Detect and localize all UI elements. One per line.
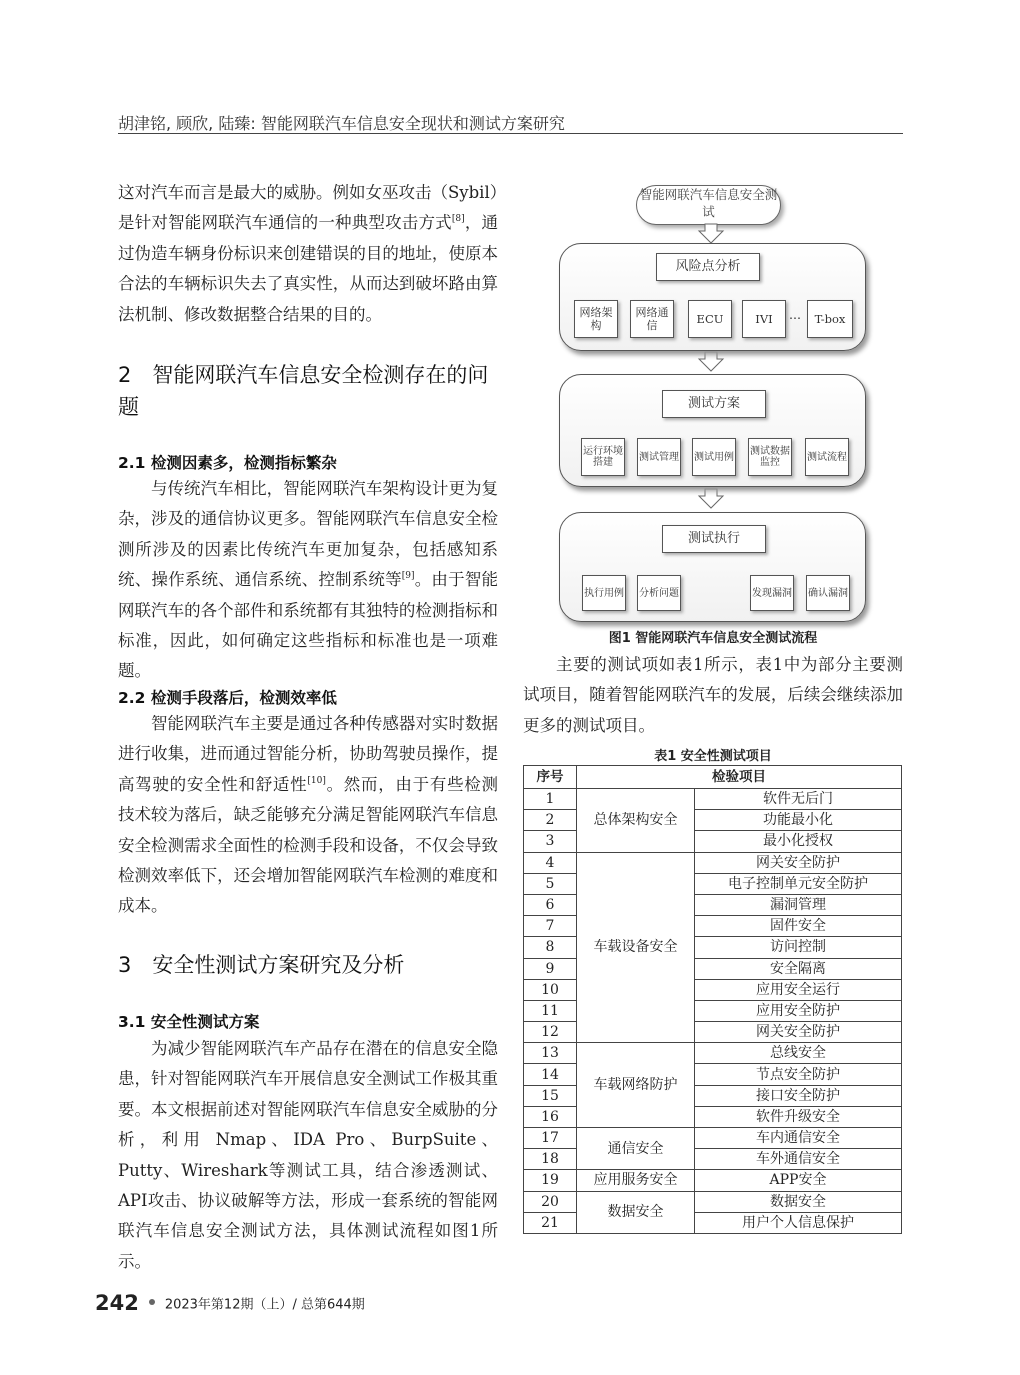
row-number: 11 xyxy=(524,1000,577,1021)
section-2-2-paragraph: 智能网联汽车主要是通过各种传感器对实时数据进行收集，进而通过智能分析，协助驾驶员操作，提高驾驶的安全性和舒适性[10]。然而，由于有些检测技术较为落后，缺乏能够充分满足智能网联汽车信息安全检测需求全面性的检测手段和设备，不仅会导致检测效率低下，还会增加智能网联汽车检测的难度和成本。 xyxy=(118,714,499,916)
test-item-cell: 节点安全防护 xyxy=(695,1064,902,1085)
risk-item: 网络架构 xyxy=(574,300,618,338)
test-plan-item: 测试数据监控 xyxy=(748,438,792,476)
category-cell: 通信安全 xyxy=(577,1128,695,1170)
test-plan-item: 运行环境搭建 xyxy=(581,438,625,476)
test-item-cell: 数据安全 xyxy=(695,1191,902,1212)
footer-bullet xyxy=(149,1299,155,1305)
page-footer xyxy=(95,1291,365,1315)
row-number: 14 xyxy=(524,1064,577,1085)
test-item-cell: 应用安全防护 xyxy=(695,1000,902,1021)
row-number: 18 xyxy=(524,1149,577,1170)
row-number: 8 xyxy=(524,937,577,958)
test-item-cell: 漏洞管理 xyxy=(695,894,902,915)
row-number: 12 xyxy=(524,1022,577,1043)
category-cell: 总体架构安全 xyxy=(577,789,695,853)
category-cell: 车载设备安全 xyxy=(577,852,695,1043)
test-item-cell: 最小化授权 xyxy=(695,831,902,852)
test-item-cell: 应用安全运行 xyxy=(695,979,902,1000)
test-item-cell: 功能最小化 xyxy=(695,810,902,831)
running-header: 胡津铭, 顾欣, 陆臻: 智能网联汽车信息安全现状和测试方案研究 xyxy=(118,114,565,133)
test-item-cell: 电子控制单元安全防护 xyxy=(695,873,902,894)
table-row xyxy=(524,1128,902,1149)
subsection-2-1-heading: 2.1 检测因素多，检测指标繁杂 xyxy=(118,454,337,472)
category-cell: 车载网络防护 xyxy=(577,1043,695,1128)
table-header-item: 检验项目 xyxy=(577,766,902,789)
test-item-cell: 访问控制 xyxy=(695,937,902,958)
section-3-heading: 3 安全性测试方案研究及分析 xyxy=(118,953,405,977)
test-execution-title: 测试执行 xyxy=(662,525,766,553)
table-row xyxy=(524,1043,902,1064)
table-caption: 表1 安全性测试项目 xyxy=(654,749,772,764)
row-number: 13 xyxy=(524,1043,577,1064)
page-number: 242 xyxy=(95,1291,139,1315)
citation: [9] xyxy=(401,571,415,582)
table-row xyxy=(524,1170,902,1191)
test-item-cell: 固件安全 xyxy=(695,916,902,937)
citation: [10] xyxy=(307,775,326,786)
risk-item: T-box xyxy=(807,300,853,338)
row-number: 17 xyxy=(524,1128,577,1149)
risk-analysis-title: 风险点分析 xyxy=(656,253,760,281)
test-item-cell: 车外通信安全 xyxy=(695,1149,902,1170)
section-2-heading: 2 智能网联汽车信息安全检测存在的问题 xyxy=(118,363,489,419)
row-number: 5 xyxy=(524,873,577,894)
test-plan-title: 测试方案 xyxy=(662,390,766,418)
flow-arrows xyxy=(0,0,1020,640)
table-row xyxy=(524,852,902,873)
row-number: 15 xyxy=(524,1085,577,1106)
row-number: 20 xyxy=(524,1191,577,1212)
section-2-1-paragraph: 与传统汽车相比，智能网联汽车架构设计更为复杂，涉及的通信协议更多。智能网联汽车信息安全检测所涉及的因素比传统汽车更加复杂，包括感知系统、操作系统、通信系统、控制系统等[9]。由于智能网联汽车的各个部件和系统都有其独特的检测指标和标准，因此，如何确定这些指标和标准也是一项难题。 xyxy=(118,479,499,681)
subsection-3-1-heading: 3.1 安全性测试方案 xyxy=(118,1013,260,1031)
table-row xyxy=(524,1191,902,1212)
row-number: 10 xyxy=(524,979,577,1000)
table-header-seq: 序号 xyxy=(524,766,577,789)
test-item-cell: 用户个人信息保护 xyxy=(695,1212,902,1233)
risk-item: ECU xyxy=(688,300,732,338)
test-execution-item: 执行用例 xyxy=(582,575,626,611)
category-cell: 应用服务安全 xyxy=(577,1170,695,1191)
test-item-cell: 软件无后门 xyxy=(695,789,902,810)
test-plan-item: 测试用例 xyxy=(692,438,736,476)
test-item-cell: 总线安全 xyxy=(695,1043,902,1064)
table-intro-paragraph: 主要的测试项如表1所示，表1中为部分主要测试项目，随着智能网联汽车的发展，后续会继续添加更多的测试项目。 xyxy=(523,655,903,735)
row-number: 16 xyxy=(524,1106,577,1127)
risk-item-ellipsis: … xyxy=(789,308,801,322)
citation: [8] xyxy=(451,214,465,225)
test-item-cell: 车内通信安全 xyxy=(695,1128,902,1149)
test-item-cell: 网关安全防护 xyxy=(695,852,902,873)
test-item-cell: 软件升级安全 xyxy=(695,1106,902,1127)
test-execution-item: 分析问题 xyxy=(637,575,681,611)
test-item-cell: APP安全 xyxy=(695,1170,902,1191)
test-item-cell: 网关安全防护 xyxy=(695,1022,902,1043)
test-execution-item: 确认漏洞 xyxy=(806,575,850,611)
risk-item: IVI xyxy=(742,300,786,338)
row-number: 9 xyxy=(524,958,577,979)
row-number: 19 xyxy=(524,1170,577,1191)
table-row xyxy=(524,789,902,810)
figure-caption: 图1 智能网联汽车信息安全测试流程 xyxy=(608,631,818,646)
security-test-table xyxy=(523,765,902,1234)
test-item-cell: 安全隔离 xyxy=(695,958,902,979)
test-plan-item: 测试管理 xyxy=(637,438,681,476)
row-number: 6 xyxy=(524,894,577,915)
test-plan-item: 测试流程 xyxy=(805,438,849,476)
category-cell: 数据安全 xyxy=(577,1191,695,1233)
test-execution-item: 发现漏洞 xyxy=(750,575,794,611)
issue-info: 2023年第12期（上）/ 总第644期 xyxy=(164,1297,365,1313)
row-number: 7 xyxy=(524,916,577,937)
section-3-1-paragraph: 为减少智能网联汽车产品存在潜在的信息安全隐患，针对智能网联汽车开展信息安全测试工作极其重要。本文根据前述对智能网联汽车信息安全威胁的分析，利用 Nmap、IDA Pro、BurpSuite、Putty、Wireshark等测试工具，结合渗透测试、API攻击、协议破解等方法，形成一套系统的智能网联汽车信息安全测试方法，具体测试流程如图1所示。 xyxy=(118,1039,498,1271)
row-number: 4 xyxy=(524,852,577,873)
row-number: 21 xyxy=(524,1212,577,1233)
intro-paragraph: 这对汽车而言是最大的威胁。例如女巫攻击（Sybil）是针对智能网联汽车通信的一种典型攻击方式[8]，通过伪造车辆身份标识来创建错误的目的地址，使原本合法的车辆标识失去了真实性，从而达到破坏路由算法机制、修改数据整合结果的目的。 xyxy=(118,183,499,324)
row-number: 3 xyxy=(524,831,577,852)
flow-start-node: 智能网联汽车信息安全测试 xyxy=(636,185,781,225)
row-number: 2 xyxy=(524,810,577,831)
row-number: 1 xyxy=(524,789,577,810)
test-item-cell: 接口安全防护 xyxy=(695,1085,902,1106)
subsection-2-2-heading: 2.2 检测手段落后，检测效率低 xyxy=(118,689,337,707)
risk-item: 网络通信 xyxy=(630,300,674,338)
